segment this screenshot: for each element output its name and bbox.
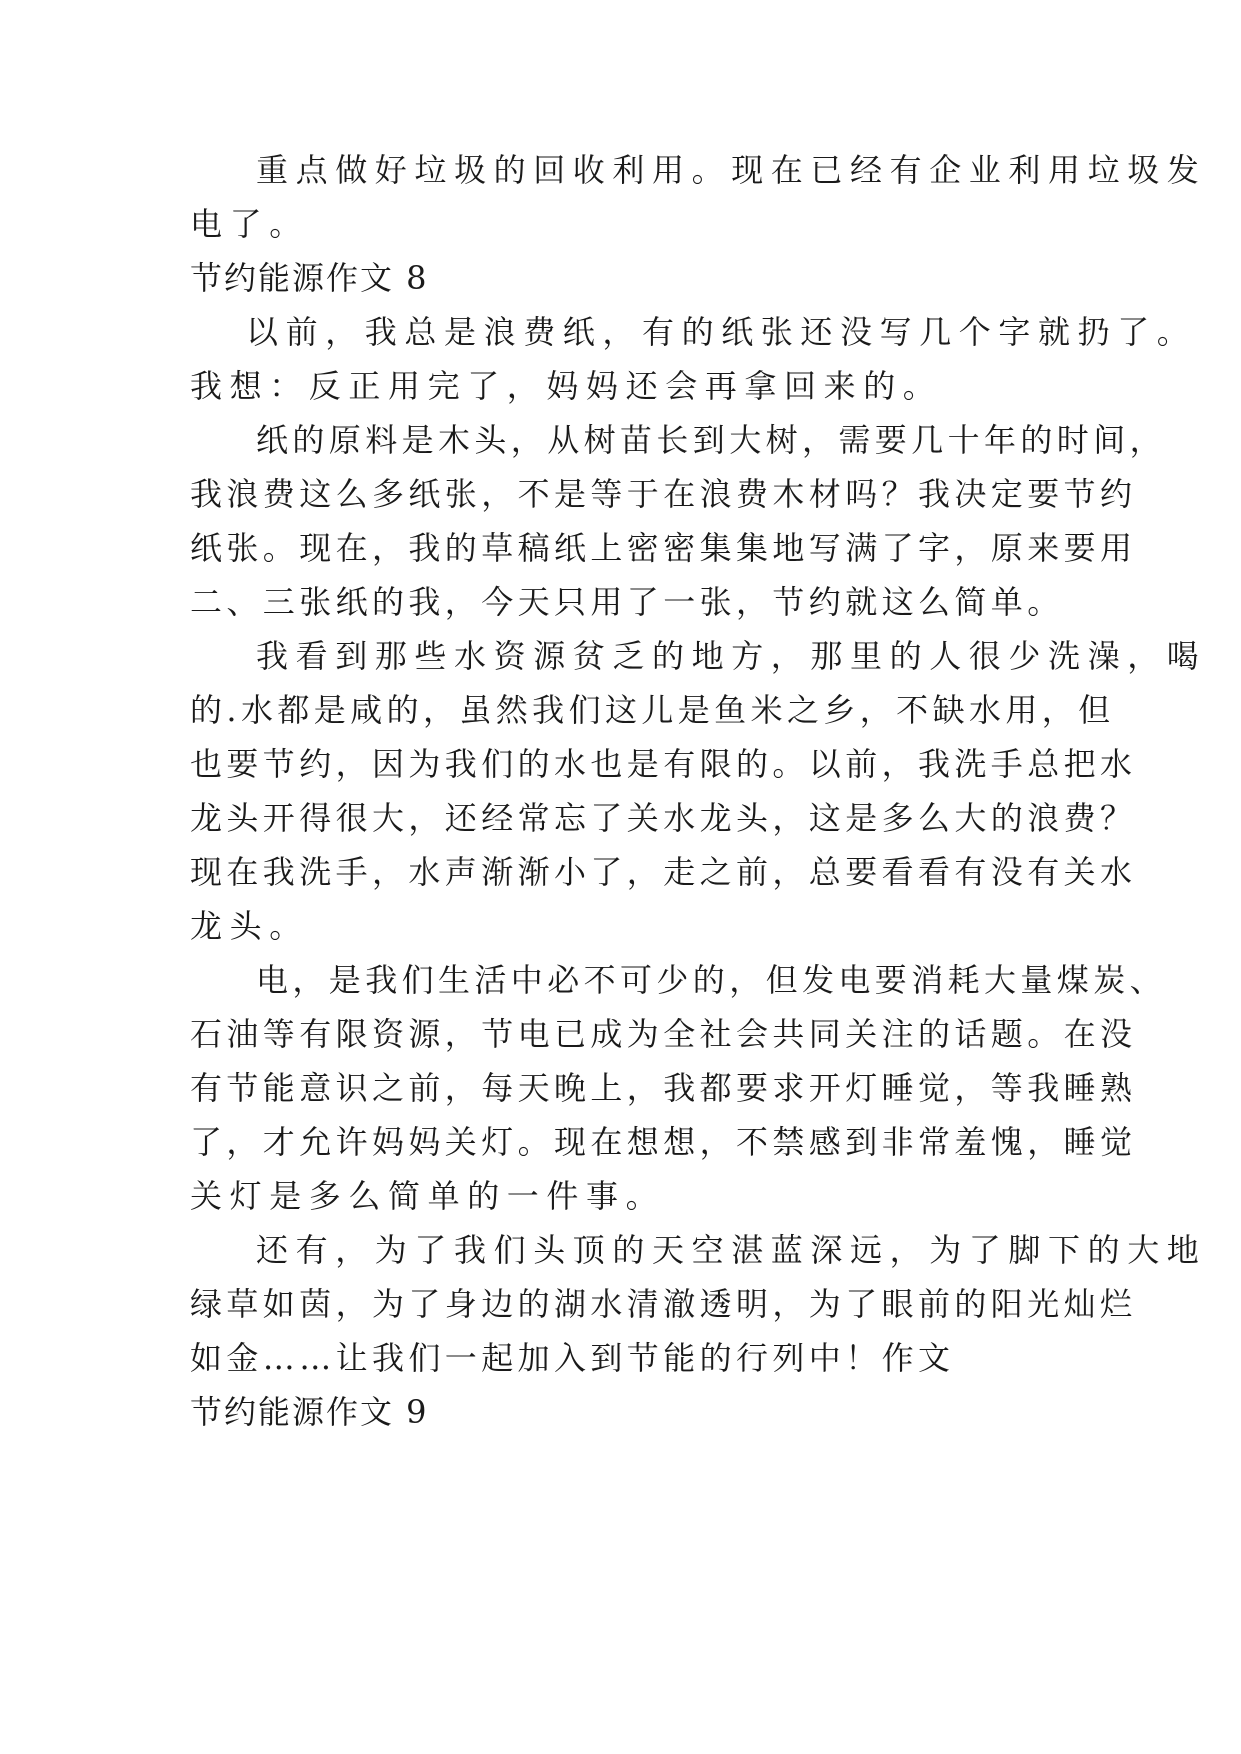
text-line: 也要节约，因为我们的水也是有限的。以前，我洗手总把水 <box>190 745 1137 783</box>
text-line: 纸的原料是木头，从树苗长到大树，需要几十年的时间， <box>256 421 1167 459</box>
text-line: 现在我洗手，水声渐渐小了，走之前，总要看看有没有关水 <box>190 853 1137 891</box>
text-line: 电了。 <box>190 205 309 243</box>
text-line: 重点做好垃圾的回收利用。现在已经有企业利用垃圾发 <box>256 151 1207 189</box>
text-line: 电，是我们生活中必不可少的，但发电要消耗大量煤炭、 <box>256 961 1167 999</box>
text-line: 纸张。现在，我的草稿纸上密密集集地写满了字，原来要用 <box>190 529 1137 567</box>
text-line: 还有，为了我们头顶的天空湛蓝深远，为了脚下的大地 <box>256 1231 1207 1269</box>
text-line: 我想：反正用完了，妈妈还会再拿回来的。 <box>190 367 943 405</box>
section-heading: 节约能源作文 8 <box>190 259 429 297</box>
section-heading: 节约能源作文 9 <box>190 1393 429 1431</box>
text-line: 二、三张纸的我，今天只用了一张，节约就这么简单。 <box>190 583 1064 621</box>
text-line: 的.水都是咸的，虽然我们这儿是鱼米之乡，不缺水用，但 <box>190 691 1115 729</box>
text-line: 有节能意识之前，每天晚上，我都要求开灯睡觉，等我睡熟 <box>190 1069 1137 1107</box>
text-line: 以前，我总是浪费纸，有的纸张还没写几个字就扔了。 <box>246 313 1197 351</box>
text-line: 关灯是多么简单的一件事。 <box>190 1177 666 1215</box>
text-line: 我看到那些水资源贫乏的地方，那里的人很少洗澡，喝 <box>256 637 1207 675</box>
text-line: 我浪费这么多纸张，不是等于在浪费木材吗？我决定要节约 <box>190 475 1137 513</box>
text-line: 绿草如茵，为了身边的湖水清澈透明，为了眼前的阳光灿烂 <box>190 1285 1137 1323</box>
text-line: 龙头。 <box>190 907 309 945</box>
text-line: 如金……让我们一起加入到节能的行列中！作文 <box>190 1339 955 1377</box>
text-line: 了，才允许妈妈关灯。现在想想，不禁感到非常羞愧，睡觉 <box>190 1123 1137 1161</box>
text-line: 龙头开得很大，还经常忘了关水龙头，这是多么大的浪费？ <box>190 799 1137 837</box>
text-line: 石油等有限资源，节电已成为全社会共同关注的话题。在没 <box>190 1015 1137 1053</box>
